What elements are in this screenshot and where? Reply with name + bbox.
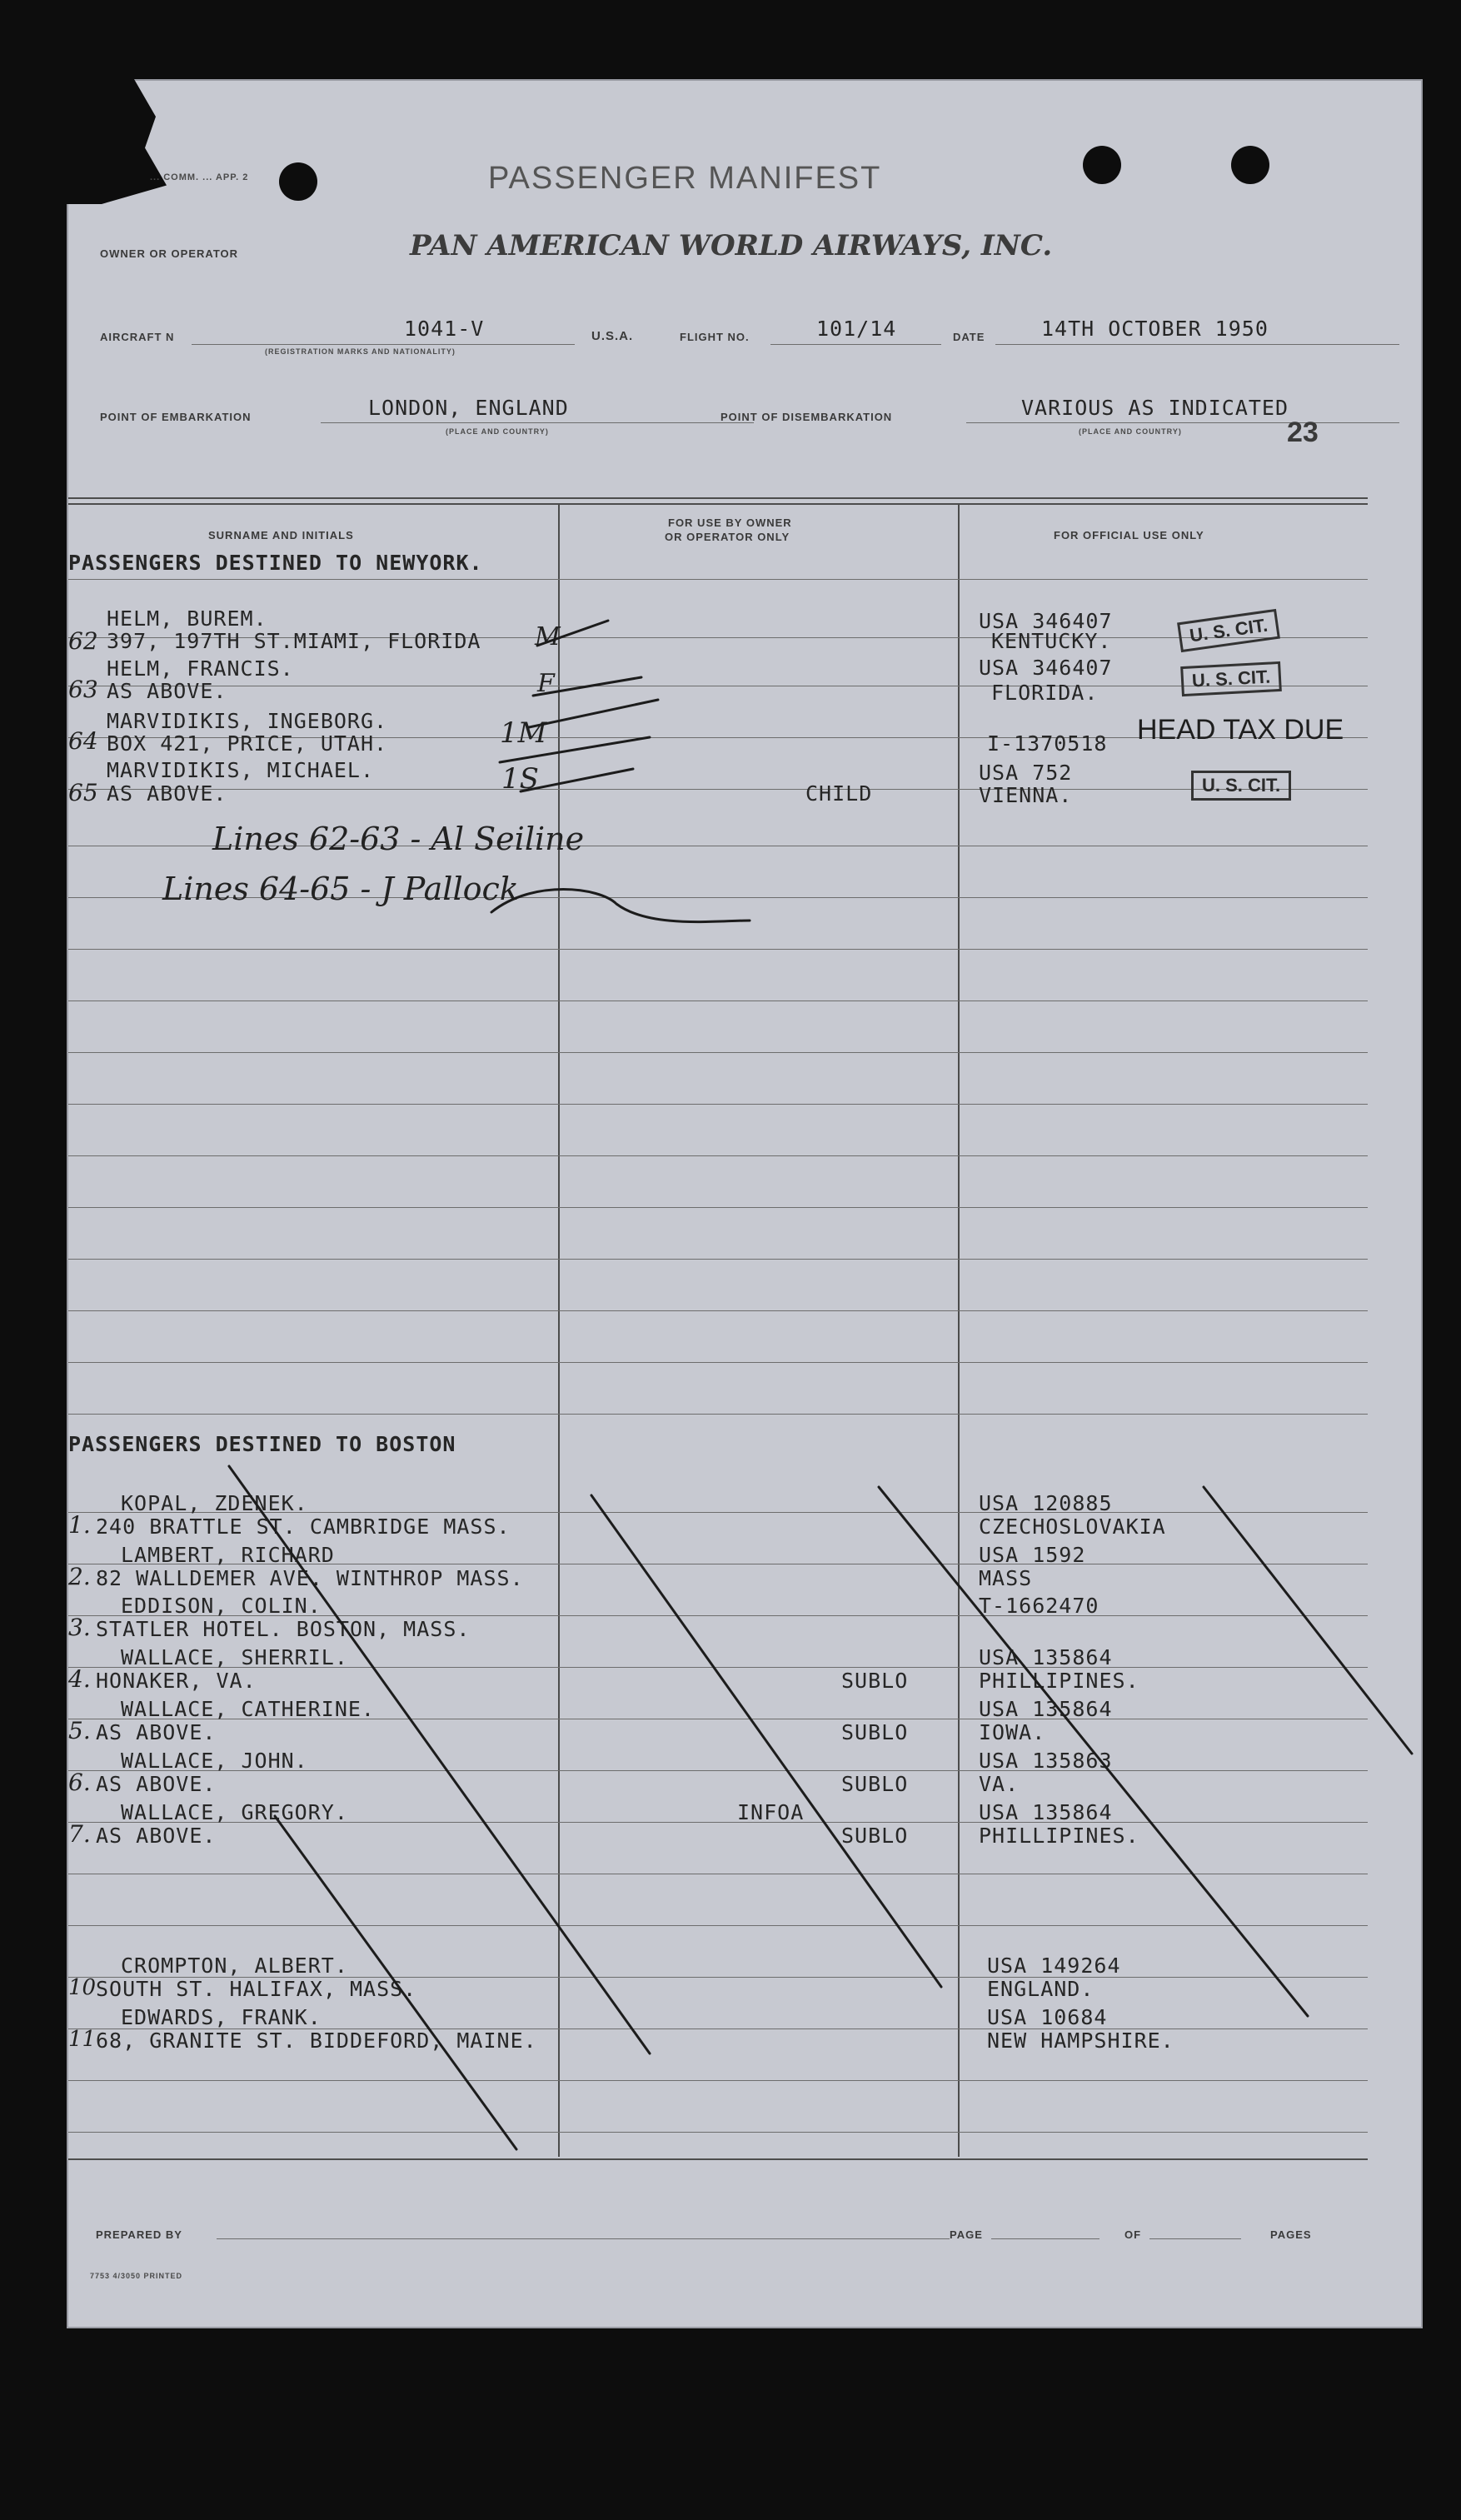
- date-label: DATE: [953, 331, 985, 343]
- boston-official-b: PHILLIPINES.: [979, 1824, 1139, 1848]
- form-code: ... COMM. ... APP. 2: [150, 172, 249, 182]
- boston-owner-code: SUBLO: [841, 1824, 909, 1848]
- col-owner-use-2: OR OPERATOR ONLY: [665, 531, 790, 543]
- ny-mark-65: 1S: [501, 762, 539, 796]
- cancel-stroke-1: [229, 1466, 650, 2053]
- boston-official-a: USA 135864: [979, 1645, 1113, 1669]
- boston-owner-code: SUBLO: [841, 1720, 909, 1744]
- ny-mark-62: M: [535, 622, 561, 651]
- boston-num: 4.: [68, 1665, 91, 1693]
- disembark-label: POINT OF DISEMBARKATION: [721, 411, 893, 423]
- boston-official-a: USA 120885: [979, 1491, 1113, 1515]
- cancel-stroke-3: [591, 1495, 941, 1987]
- of-label: OF: [1124, 2228, 1142, 2241]
- flight-date: 14TH OCTOBER 1950: [1041, 317, 1269, 341]
- ny-mark-64: 1M: [500, 716, 547, 750]
- embark-sublabel: (PLACE AND COUNTRY): [446, 427, 549, 436]
- boston-num: 1.: [68, 1511, 91, 1539]
- printer-code: 7753 4/3050 PRINTED: [90, 2272, 183, 2280]
- tick-mark-64a: [529, 700, 658, 727]
- ny-num-65: 65: [68, 779, 98, 806]
- boston-num: 10: [68, 1975, 97, 2000]
- boston-address: AS ABOVE.: [96, 1772, 217, 1796]
- owner-label: OWNER OR OPERATOR: [100, 247, 239, 260]
- ny-name-65: MARVIDIKIS, MICHAEL.: [107, 758, 375, 782]
- boston-address: 82 WALLDEMER AVE. WINTHROP MASS.: [96, 1566, 524, 1590]
- flight-label: FLIGHT NO.: [680, 331, 750, 343]
- boston-num: 5.: [68, 1717, 91, 1744]
- boston-address: 68, GRANITE ST. BIDDEFORD, MAINE.: [96, 2028, 537, 2053]
- us-cit-stamp-65: U. S. CIT.: [1191, 771, 1291, 801]
- boston-num: 3.: [68, 1614, 91, 1641]
- sheet-number: 23: [1287, 417, 1319, 448]
- ny-section-title: PASSENGERS DESTINED TO NEWYORK.: [68, 551, 483, 575]
- boston-official-b: VA.: [979, 1772, 1020, 1796]
- page-label: PAGE: [950, 2228, 983, 2241]
- ny-address-62: 397, 197TH ST.MIAMI, FLORIDA: [107, 629, 481, 653]
- boston-official-a: USA 135863: [979, 1749, 1113, 1773]
- ny-address-65: AS ABOVE.: [107, 781, 227, 806]
- ny-name-64: MARVIDIKIS, INGEBORG.: [107, 709, 388, 733]
- boston-official-a: USA 1592: [979, 1543, 1086, 1567]
- manifest-sheet: [67, 79, 1423, 2328]
- boston-name: LAMBERT, RICHARD: [121, 1543, 335, 1567]
- ny-official-64a: I-1370518: [987, 731, 1108, 756]
- operator-name: PAN AMERICAN WORLD AIRWAYS, INC.: [410, 229, 1053, 262]
- ny-official-63a: USA 346407: [979, 656, 1113, 680]
- col-owner-use-1: FOR USE BY OWNER: [668, 516, 792, 529]
- us-cit-stamp-62: U. S. CIT.: [1177, 609, 1280, 652]
- boston-num: 7.: [68, 1820, 91, 1848]
- ny-num-63: 63: [68, 676, 98, 703]
- prepared-by-label: PREPARED BY: [96, 2228, 182, 2241]
- aircraft-label: AIRCRAFT N: [100, 331, 175, 343]
- tick-mark-64b: [500, 737, 650, 762]
- ny-address-64: BOX 421, PRICE, UTAH.: [107, 731, 388, 756]
- boston-official-b: MASS: [979, 1566, 1033, 1590]
- boston-name: EDDISON, COLIN.: [121, 1594, 322, 1618]
- boston-name: KOPAL, ZDENEK.: [121, 1491, 308, 1515]
- boston-official-b: CZECHOSLOVAKIA: [979, 1514, 1166, 1539]
- boston-name: EDWARDS, FRANK.: [121, 2005, 322, 2029]
- tick-mark-65: [521, 769, 633, 791]
- boston-official-a: USA 135864: [979, 1800, 1113, 1824]
- boston-official-a: USA 135864: [979, 1697, 1113, 1721]
- boston-official-b: ENGLAND.: [987, 1977, 1095, 2001]
- ny-official-62b: KENTUCKY.: [991, 629, 1112, 653]
- head-tax-due-stamp: HEAD TAX DUE: [1137, 714, 1344, 746]
- col-surname: SURNAME AND INITIALS: [208, 529, 354, 541]
- boston-name: WALLACE, SHERRIL.: [121, 1645, 348, 1669]
- boston-official-a: USA 10684: [987, 2005, 1108, 2029]
- ny-name-62: HELM, BUREM.: [107, 606, 267, 631]
- ny-official-65a: USA 752: [979, 761, 1073, 785]
- boston-infant-code: INFOA: [737, 1800, 805, 1824]
- ny-address-63: AS ABOVE.: [107, 679, 227, 703]
- boston-owner-code: SUBLO: [841, 1772, 909, 1796]
- boston-address: HONAKER, VA.: [96, 1669, 257, 1693]
- boston-official-b: IOWA.: [979, 1720, 1046, 1744]
- disembark-sublabel: (PLACE AND COUNTRY): [1079, 427, 1182, 436]
- aircraft-sublabel: (REGISTRATION MARKS AND NATIONALITY): [265, 347, 456, 356]
- cancel-stroke-5: [1204, 1487, 1412, 1754]
- boston-num: 11: [68, 2027, 97, 2052]
- boston-address: STATLER HOTEL. BOSTON, MASS.: [96, 1617, 471, 1641]
- boston-num: 6.: [68, 1769, 91, 1796]
- boston-official-a: T-1662470: [979, 1594, 1099, 1618]
- boston-section-title: PASSENGERS DESTINED TO BOSTON: [68, 1432, 456, 1456]
- ny-num-64: 64: [68, 727, 98, 755]
- boston-name: WALLACE, CATHERINE.: [121, 1697, 375, 1721]
- pen-marks: [67, 79, 1423, 2328]
- tick-mark-62: [537, 621, 608, 646]
- cancel-stroke-2: [275, 1816, 516, 2149]
- embark-label: POINT OF EMBARKATION: [100, 411, 252, 423]
- boston-address: 240 BRATTLE ST. CAMBRIDGE MASS.: [96, 1514, 511, 1539]
- ny-official-63b: FLORIDA.: [991, 681, 1099, 705]
- boston-address: AS ABOVE.: [96, 1824, 217, 1848]
- flight-number: 101/14: [816, 317, 897, 341]
- boston-address: SOUTH ST. HALIFAX, MASS.: [96, 1977, 417, 2001]
- manifest-title: PASSENGER MANIFEST: [488, 161, 882, 196]
- boston-name: WALLACE, GREGORY.: [121, 1800, 348, 1824]
- aircraft-number: 1041-V: [404, 317, 485, 341]
- boston-name: CROMPTON, ALBERT.: [121, 1954, 348, 1978]
- usa-label: U.S.A.: [591, 329, 634, 343]
- ny-name-63: HELM, FRANCIS.: [107, 656, 294, 681]
- embark-place: LONDON, ENGLAND: [368, 396, 569, 420]
- boston-owner-code: SUBLO: [841, 1669, 909, 1693]
- col-official: FOR OFFICIAL USE ONLY: [1054, 529, 1204, 541]
- handwritten-note-1: Lines 62-63 - Al Seiline: [212, 821, 585, 857]
- boston-official-b: NEW HAMPSHIRE.: [987, 2028, 1174, 2053]
- signature-swash: [491, 890, 750, 922]
- boston-official-a: USA 149264: [987, 1954, 1121, 1978]
- us-cit-stamp-63: U. S. CIT.: [1180, 661, 1282, 696]
- handwritten-note-2: Lines 64-65 - J Pallock: [162, 871, 519, 907]
- boston-name: WALLACE, JOHN.: [121, 1749, 308, 1773]
- ny-owner-65: CHILD: [805, 781, 873, 806]
- boston-official-b: PHILLIPINES.: [979, 1669, 1139, 1693]
- ny-official-62a: USA 346407: [979, 609, 1113, 633]
- boston-num: 2.: [68, 1563, 91, 1590]
- disembark-place: VARIOUS AS INDICATED: [1021, 396, 1289, 420]
- ny-num-62: 62: [68, 627, 98, 655]
- pages-label: PAGES: [1270, 2228, 1312, 2241]
- boston-address: AS ABOVE.: [96, 1720, 217, 1744]
- tick-mark-63: [533, 677, 641, 696]
- ny-mark-63: F: [537, 669, 555, 698]
- cancel-stroke-4: [879, 1487, 1308, 2016]
- ny-official-65b: VIENNA.: [979, 783, 1073, 807]
